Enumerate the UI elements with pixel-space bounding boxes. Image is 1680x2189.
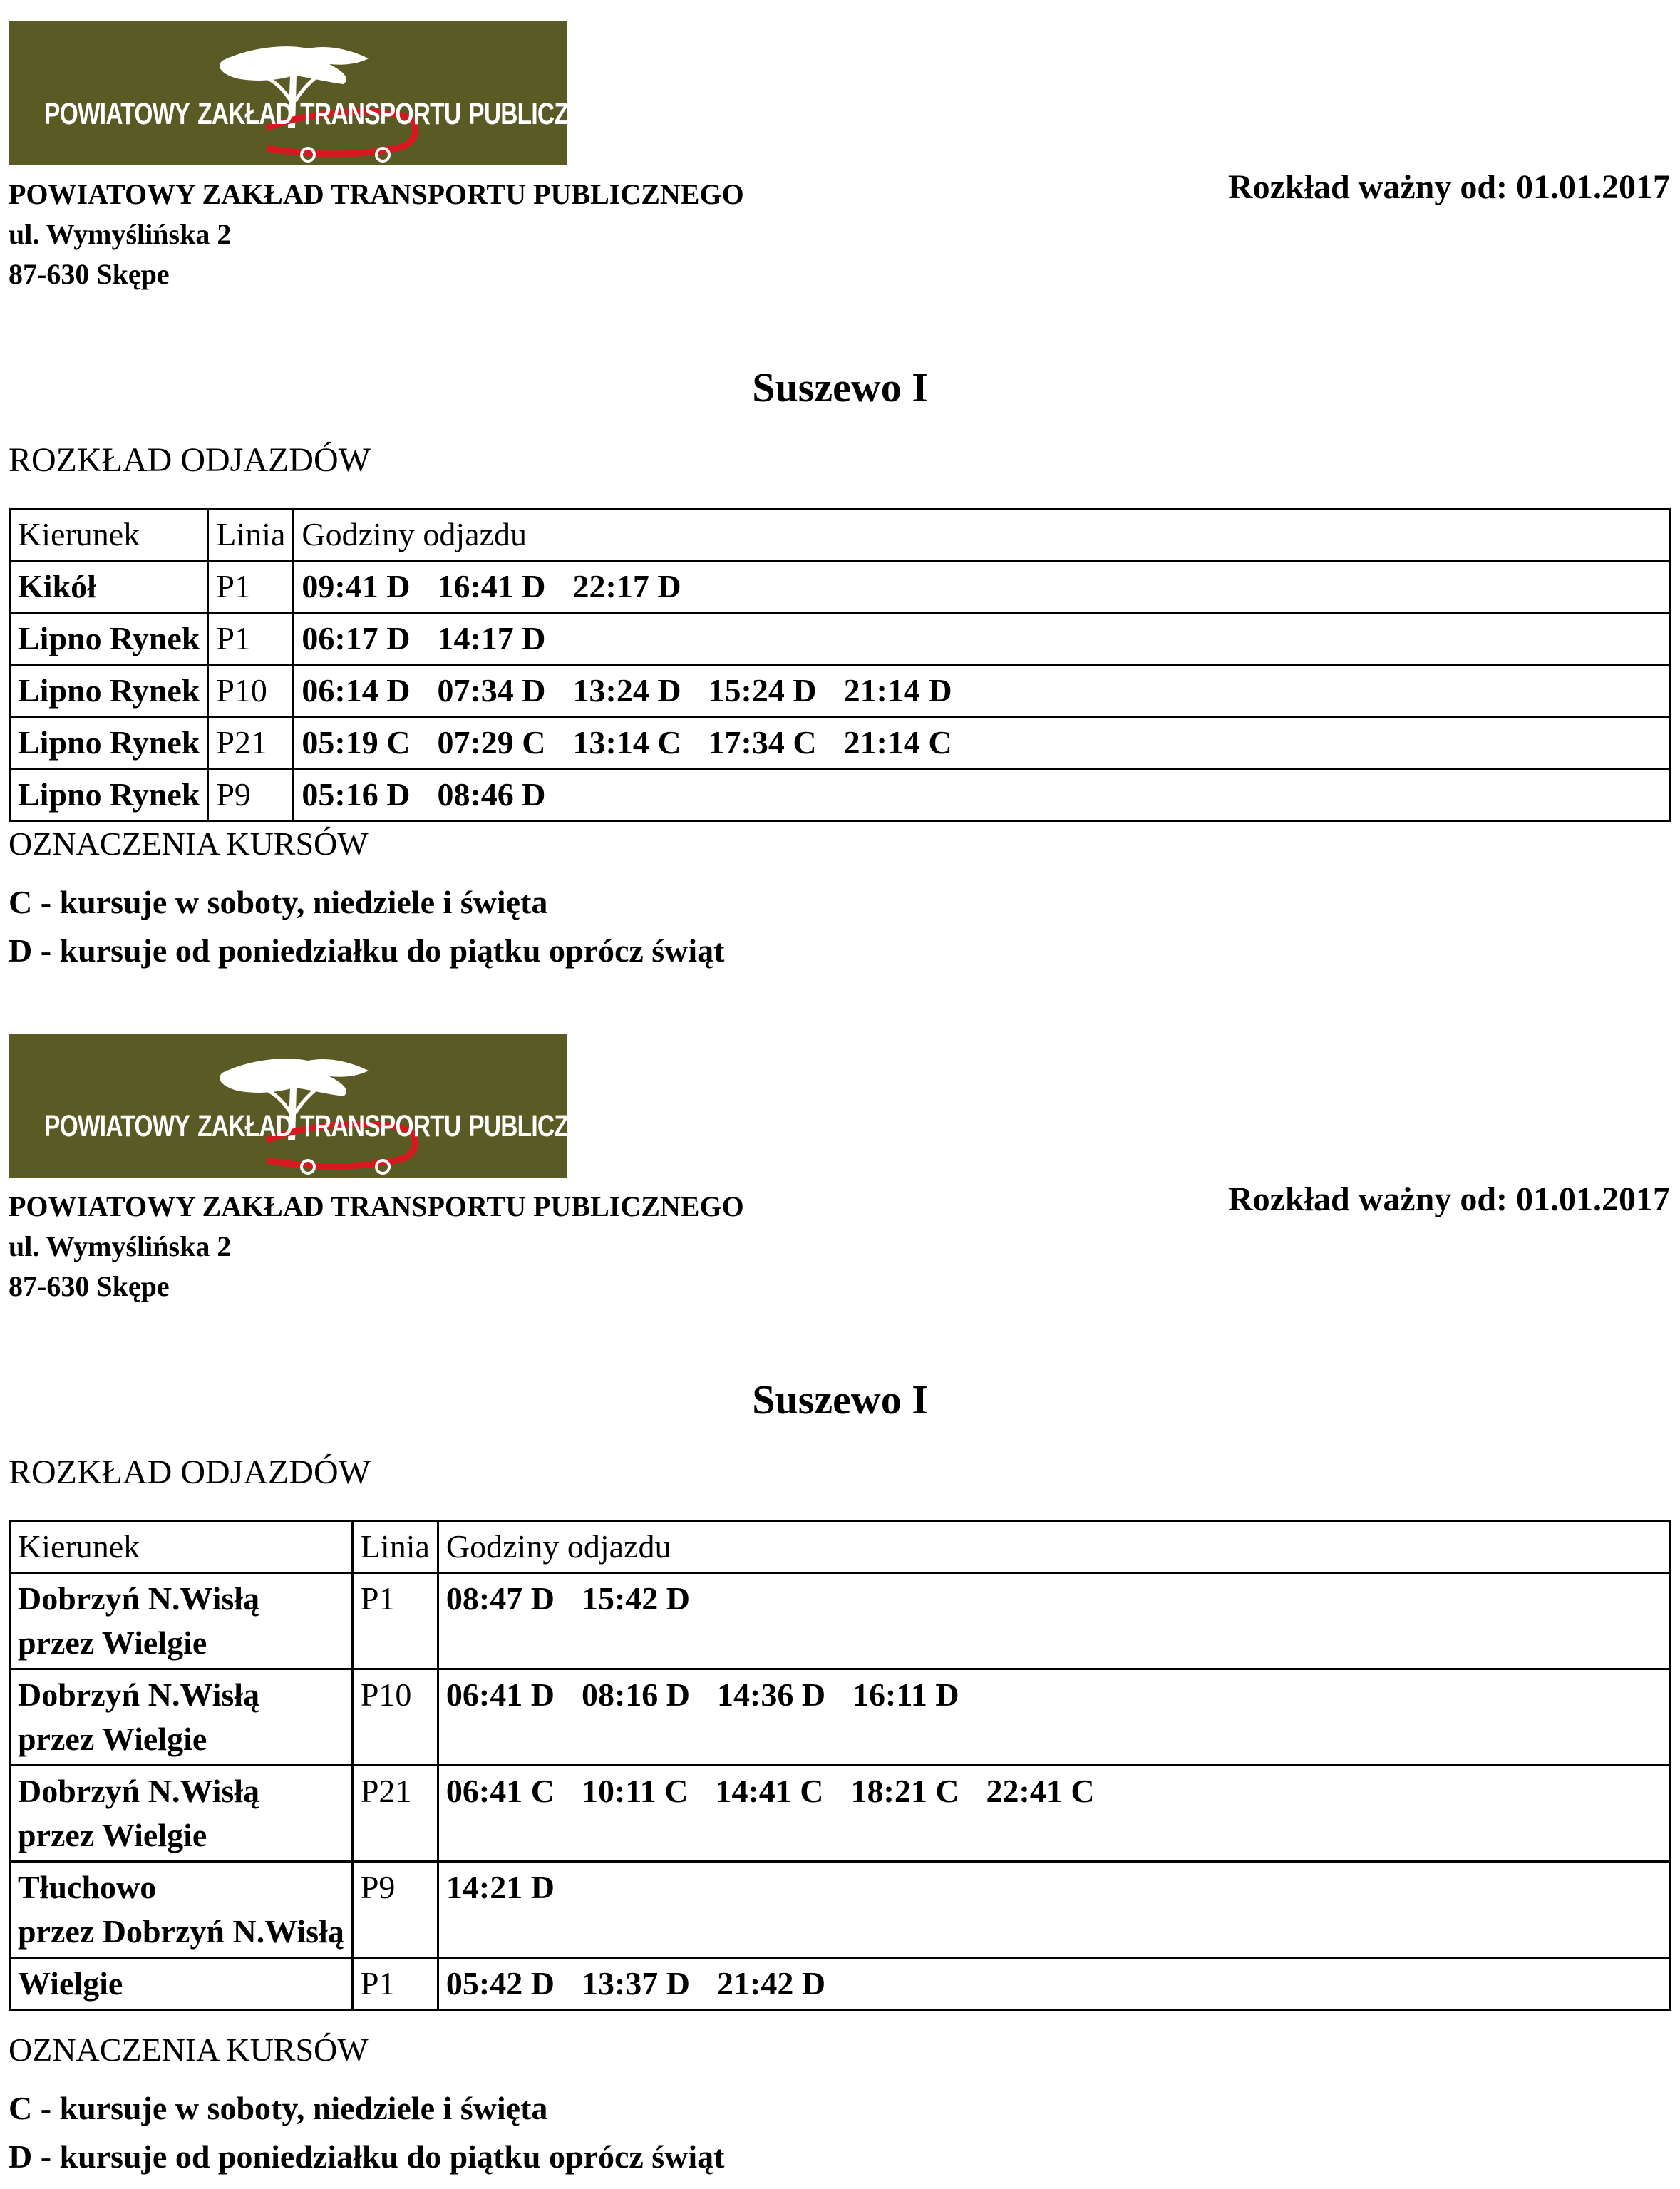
address-line: ul. Wymyślińska 2	[9, 1230, 232, 1262]
legend-item: D - kursuje od poniedziałku do piątku oprócz świąt	[9, 2138, 725, 2175]
times-cell	[294, 665, 1671, 717]
column-header: Linia	[352, 1521, 438, 1573]
legend-title: OZNACZENIA KURSÓW	[9, 2031, 369, 2068]
departure-time: 21:14 C	[843, 724, 952, 761]
departure-time: 05:42 D	[445, 1965, 555, 2002]
times-cell	[294, 561, 1671, 613]
departure-time: 13:37 D	[581, 1965, 690, 2002]
course-legend	[9, 2026, 725, 2181]
direction-cell	[10, 1862, 353, 1958]
legend-title: OZNACZENIA KURSÓW	[9, 825, 369, 862]
direction-cell	[10, 665, 208, 717]
address-line: POWIATOWY ZAKŁAD TRANSPORTU PUBLICZNEGO	[9, 1190, 744, 1222]
direction-cell	[10, 1669, 353, 1766]
departure-time: 14:21 D	[445, 1869, 555, 1905]
departure-time: 06:17 D	[302, 620, 411, 656]
line-cell: P1	[208, 613, 294, 665]
table-row	[10, 1573, 1671, 1669]
direction-cell	[10, 1573, 353, 1669]
direction-line: przez Wielgie	[18, 1721, 207, 1757]
logo-word: TRANSPORTU	[300, 1109, 461, 1143]
departure-time: 06:14 D	[302, 672, 411, 709]
direction-cell	[10, 613, 208, 665]
departure-time: 06:41 C	[445, 1773, 555, 1809]
column-header: Godziny odjazdu	[294, 509, 1671, 561]
course-legend	[9, 820, 725, 975]
logo-word: ZAKŁAD	[197, 97, 293, 131]
departure-time: 05:19 C	[302, 724, 411, 761]
times-cell	[294, 613, 1671, 665]
address-line: POWIATOWY ZAKŁAD TRANSPORTU PUBLICZNEGO	[9, 178, 744, 210]
direction-cell	[10, 769, 208, 821]
direction-line: Lipno Rynek	[18, 776, 200, 813]
direction-cell	[10, 1766, 353, 1862]
times-cell	[438, 1766, 1670, 1862]
table-row	[10, 1958, 1671, 2010]
departures-heading: ROZKŁAD ODJAZDÓW	[9, 441, 371, 479]
departures-heading: ROZKŁAD ODJAZDÓW	[9, 1453, 371, 1491]
company-address	[9, 1187, 744, 1307]
departure-time: 21:42 D	[717, 1965, 826, 2002]
table-row	[10, 613, 1671, 665]
departure-time: 13:24 D	[572, 672, 681, 709]
departure-time: 14:41 C	[715, 1773, 824, 1809]
departure-time: 08:47 D	[445, 1580, 555, 1617]
line-cell: P10	[352, 1669, 438, 1766]
departure-time: 07:29 C	[437, 724, 546, 761]
departure-time: 17:34 C	[708, 724, 817, 761]
departure-time: 09:41 D	[302, 568, 411, 604]
departure-time: 22:41 C	[986, 1773, 1095, 1809]
times-cell	[438, 1573, 1670, 1669]
direction-cell	[10, 561, 208, 613]
company-logo	[9, 21, 637, 165]
logo-word: PUBLICZNEGO	[468, 97, 637, 131]
table-row	[10, 1766, 1671, 1862]
legend-item: D - kursuje od poniedziałku do piątku oprócz świąt	[9, 932, 725, 969]
company-logo	[9, 1034, 637, 1178]
departures-table	[9, 1520, 1671, 2011]
direction-line: Tłuchowo	[18, 1869, 157, 1905]
line-cell: P9	[208, 769, 294, 821]
departure-time: 18:21 C	[850, 1773, 959, 1809]
departure-time: 05:16 D	[302, 776, 411, 813]
departure-time: 14:17 D	[437, 620, 546, 656]
direction-line: Lipno Rynek	[18, 672, 200, 709]
direction-line: Lipno Rynek	[18, 724, 200, 761]
departure-time: 14:36 D	[717, 1676, 826, 1713]
departure-time: 16:41 D	[437, 568, 546, 604]
valid-from-date: Rozkład ważny od: 01.01.2017	[1227, 1180, 1670, 1218]
column-header: Godziny odjazdu	[438, 1521, 1670, 1573]
logo-word: ZAKŁAD	[197, 1109, 293, 1143]
table-row	[10, 665, 1671, 717]
direction-line: przez Wielgie	[18, 1817, 207, 1853]
direction-line: Dobrzyń N.Wisłą	[18, 1580, 260, 1617]
table-row	[10, 561, 1671, 613]
line-cell: P1	[208, 561, 294, 613]
valid-from-date: Rozkład ważny od: 01.01.2017	[1227, 168, 1670, 206]
departure-time: 06:41 D	[445, 1676, 555, 1713]
stop-name: Suszewo I	[752, 364, 928, 411]
logo-word: POWIATOWY	[44, 1109, 190, 1143]
direction-cell	[10, 717, 208, 769]
departure-time: 08:46 D	[437, 776, 546, 813]
departure-time: 10:11 C	[581, 1773, 689, 1809]
direction-cell	[10, 1958, 353, 2010]
direction-line: Wielgie	[18, 1965, 123, 2002]
line-cell: P1	[352, 1958, 438, 2010]
tree-bus-logo-icon	[9, 1034, 567, 1178]
tree-bus-logo-icon	[9, 21, 567, 165]
departure-time: 16:11 D	[852, 1676, 959, 1713]
times-cell	[438, 1862, 1670, 1958]
logo-wordmark	[44, 97, 644, 132]
departure-time: 13:14 C	[572, 724, 681, 761]
table-row	[10, 769, 1671, 821]
direction-line: Lipno Rynek	[18, 620, 200, 656]
timetable-section	[0, 1012, 1680, 2175]
column-header: Linia	[208, 509, 294, 561]
column-header: Kierunek	[10, 1521, 353, 1573]
line-cell: P21	[208, 717, 294, 769]
departure-time: 21:14 D	[843, 672, 952, 709]
stop-name: Suszewo I	[752, 1376, 928, 1423]
legend-item: C - kursuje w soboty, niedziele i święta	[9, 2090, 548, 2126]
departure-time: 15:24 D	[708, 672, 817, 709]
table-header-row	[10, 1521, 1671, 1573]
direction-line: przez Dobrzyń N.Wisłą	[18, 1913, 344, 1950]
departure-time: 22:17 D	[572, 568, 681, 604]
timetable-section	[0, 0, 1680, 1012]
direction-line: Kikół	[18, 568, 96, 604]
departures-table	[9, 508, 1671, 822]
line-cell: P10	[208, 665, 294, 717]
table-header-row	[10, 509, 1671, 561]
table-row	[10, 1669, 1671, 1766]
column-header: Kierunek	[10, 509, 208, 561]
direction-line: Dobrzyń N.Wisłą	[18, 1773, 260, 1809]
line-cell: P1	[352, 1573, 438, 1669]
logo-word: POWIATOWY	[44, 97, 190, 131]
times-cell	[294, 717, 1671, 769]
table-row	[10, 1862, 1671, 1958]
times-cell	[294, 769, 1671, 821]
direction-line: Dobrzyń N.Wisłą	[18, 1676, 260, 1713]
times-cell	[438, 1669, 1670, 1766]
departure-time: 07:34 D	[437, 672, 546, 709]
departure-time: 15:42 D	[581, 1580, 690, 1617]
departure-time: 08:16 D	[581, 1676, 690, 1713]
logo-word: PUBLICZNEGO	[468, 1109, 637, 1143]
logo-wordmark	[44, 1109, 644, 1144]
line-cell: P21	[352, 1766, 438, 1862]
legend-item: C - kursuje w soboty, niedziele i święta	[9, 884, 548, 920]
table-row	[10, 717, 1671, 769]
line-cell: P9	[352, 1862, 438, 1958]
address-line: ul. Wymyślińska 2	[9, 218, 232, 250]
times-cell	[438, 1958, 1670, 2010]
logo-word: TRANSPORTU	[300, 97, 461, 131]
address-line: 87-630 Skępe	[9, 258, 170, 290]
company-address	[9, 175, 744, 294]
direction-line: przez Wielgie	[18, 1624, 207, 1661]
address-line: 87-630 Skępe	[9, 1270, 170, 1302]
